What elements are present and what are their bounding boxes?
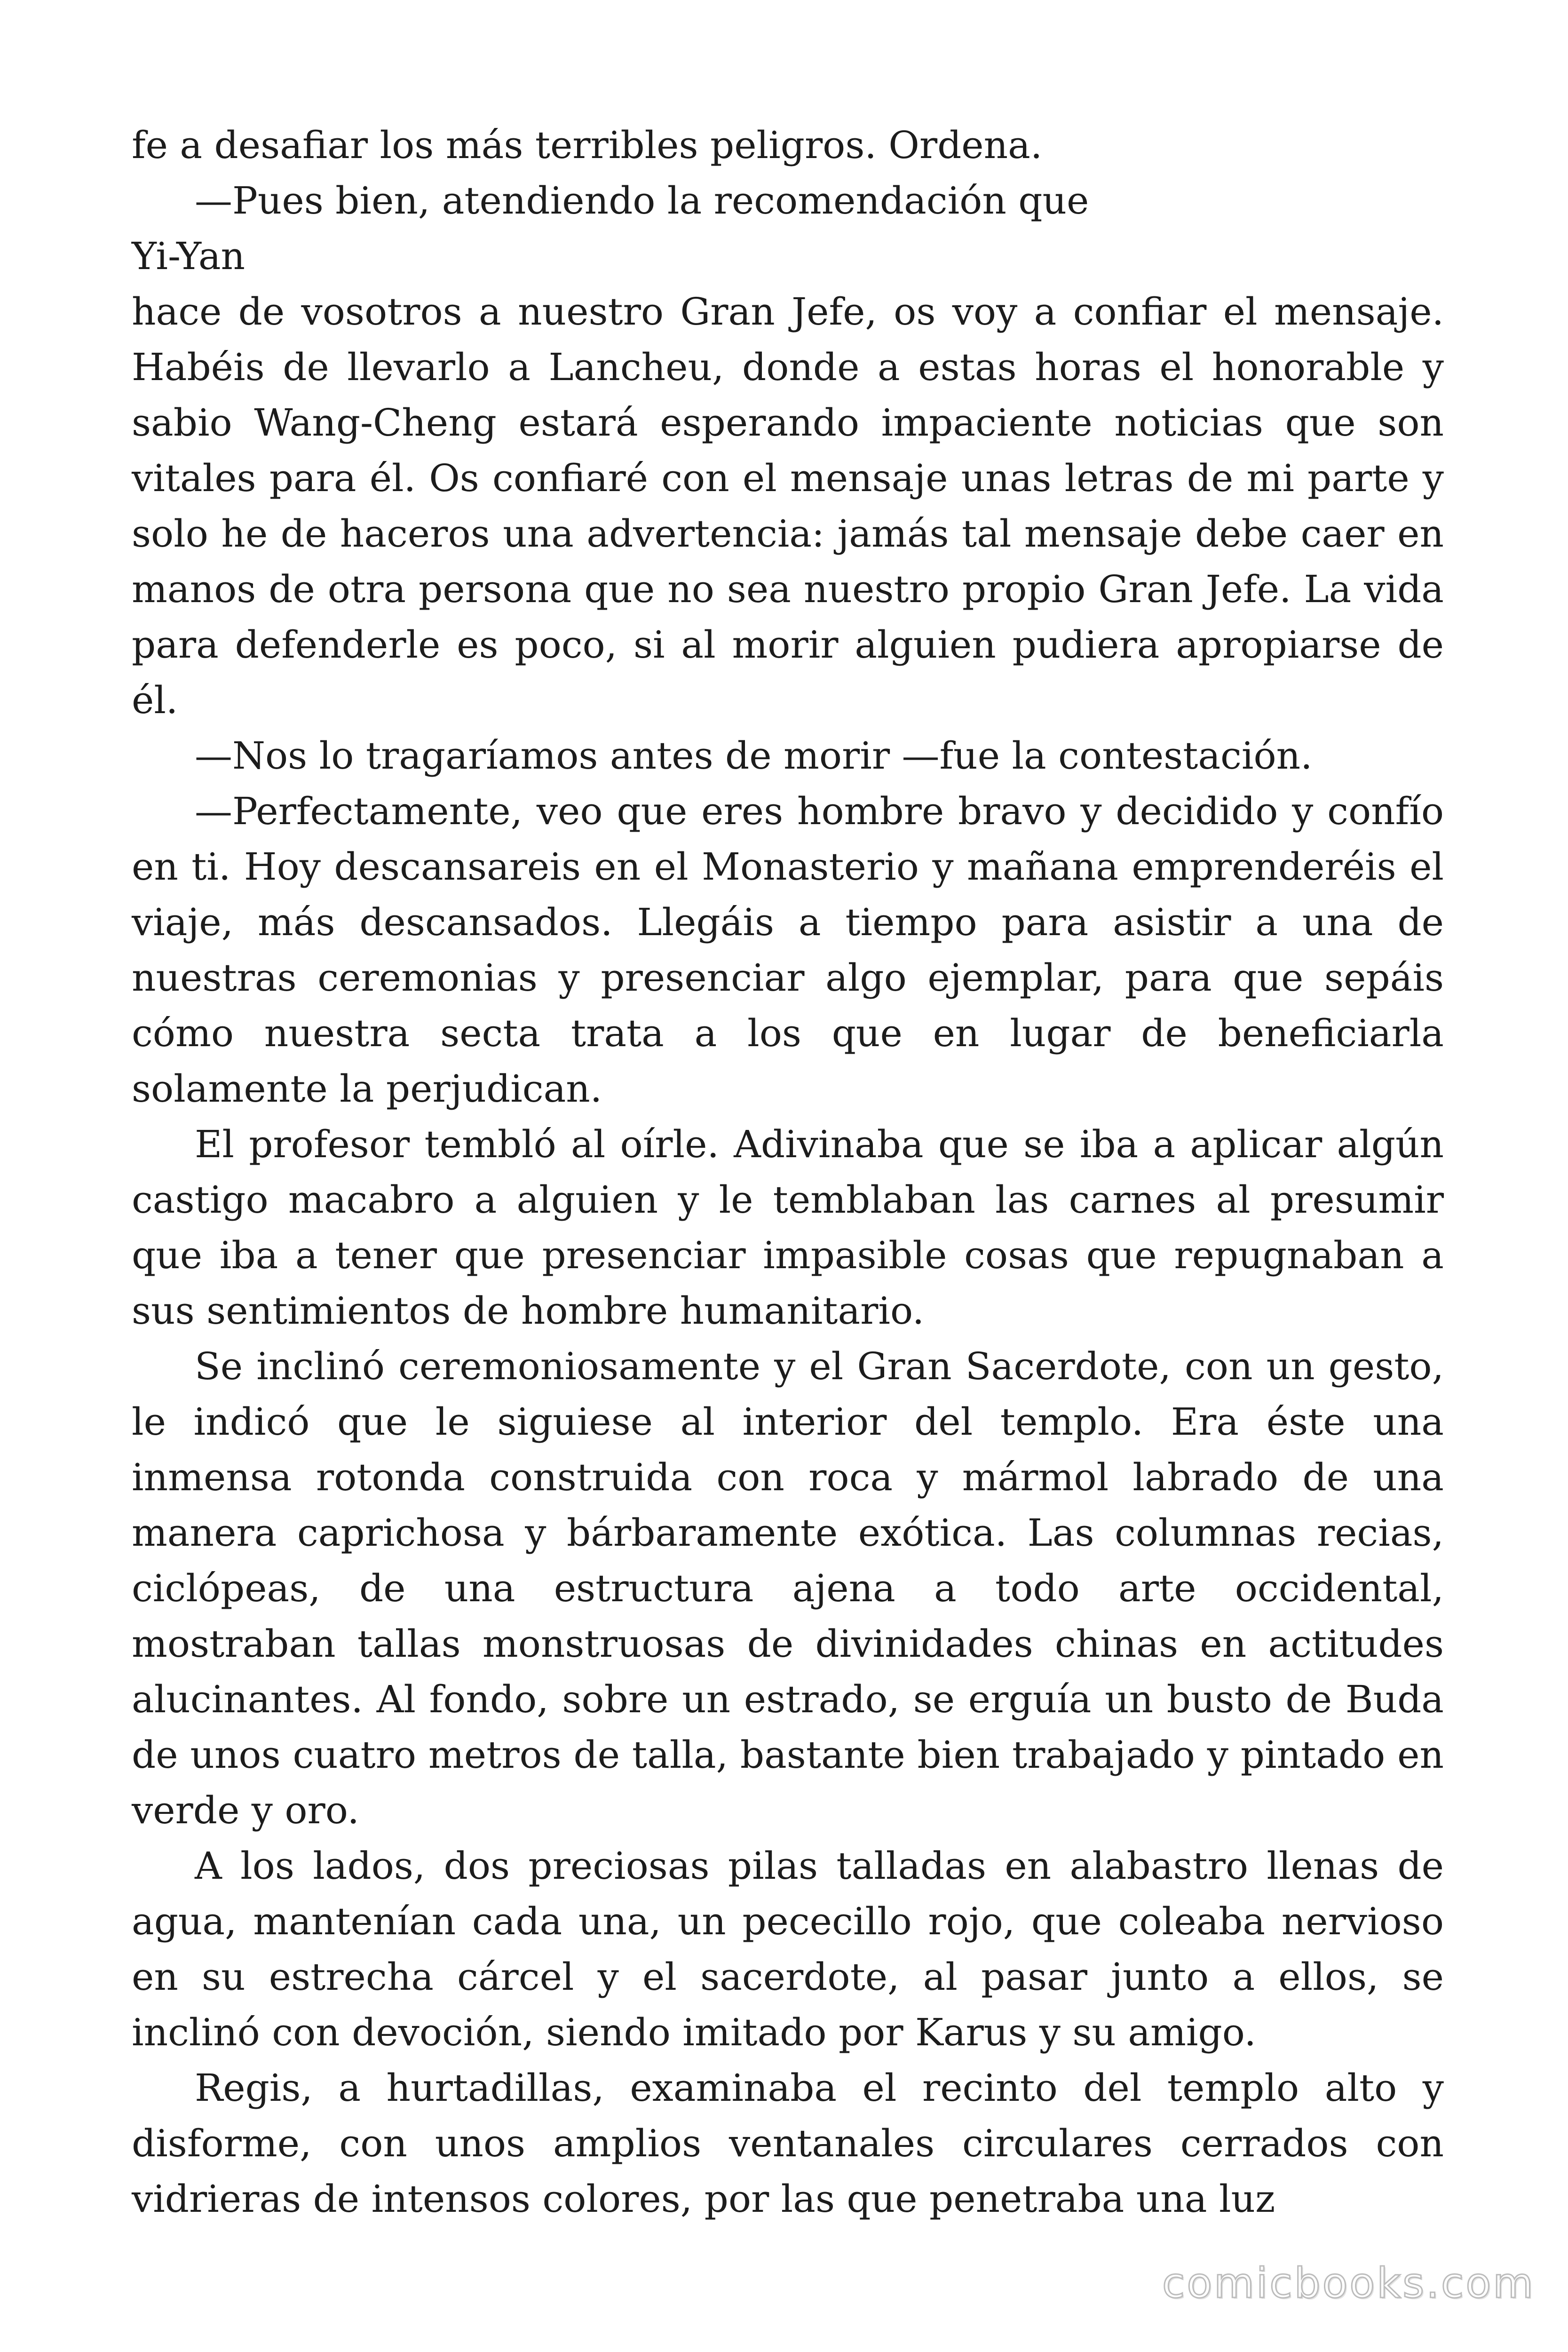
paragraph: hace de vosotros a nuestro Gran Jefe, os voy a confiar el mensaje. Habéis de llevarlo a Lancheu, donde a estas horas el honorable y sabio Wang-Cheng estará esperando impaciente noticias que son vitales para él. Os confiaré con el mensaje unas letras de mi parte y solo he de haceros una advertencia: jamás tal mensaje debe caer en manos de otra persona que no sea nuestro propio Gran Jefe. La vida para defenderle es poco, si al morir alguien pudiera apropiarse de él. [132, 290, 1444, 722]
paragraph: —Pues bien, atendiendo la recomendación que [195, 179, 1089, 222]
paragraph: —Perfectamente, veo que eres hombre bravo y decidido y confío en ti. Hoy descansareis en el Monasterio y mañana emprenderéis el viaje, más descansados. Llegáis a tiempo para asistir a una de nuestras ceremonias y presenciar algo ejemplar, para que sepáis cómo nuestra secta trata a los que en lugar de beneficiarla solamente la perjudican. [132, 789, 1444, 1111]
paragraph: A los lados, dos preciosas pilas talladas en alabastro llenas de agua, mantenían cada una, un pececillo rojo, que coleaba nervioso en su estrecha cárcel y el sacerdote, al pasar junto a ellos, se inclinó con devoción, siendo imitado por Karus y su amigo. [132, 1844, 1444, 2054]
paragraph: El profesor tembló al oírle. Adivinaba que se iba a aplicar algún castigo macabro a alguien y le temblaban las carnes al presumir que iba a tener que presenciar impasible cosas que repugnaban a sus sentimientos de hombre humanitario. [132, 1122, 1444, 1333]
paragraph: Regis, a hurtadillas, examinaba el recinto del templo alto y disforme, con unos amplios ventanales circulares cerrados con vidrieras de intensos colores, por las que penetraba una luz [132, 2066, 1444, 2221]
paragraph: Se inclinó ceremoniosamente y el Gran Sacerdote, con un gesto, le indicó que le siguiese al interior del templo. Era éste una inmensa rotonda construida con roca y mármol labrado de una manera caprichosa y bárbaramente exótica. Las columnas recias, ciclópeas, de una estructura ajena a todo arte occidental, mostraban tallas monstruosas de divinidades chinas en actitudes alucinantes. Al fondo, sobre un estrado, se erguía un busto de Buda de unos cuatro metros de talla, bastante bien trabajado y pintado en verde y oro. [132, 1344, 1444, 1832]
watermark: comicbooks.com [1162, 2259, 1535, 2307]
page-text [132, 118, 1444, 2227]
paragraph: fe a desafiar los más terribles peligros. Ordena. [132, 123, 1043, 167]
paragraph: Yi-Yan [132, 234, 245, 278]
paragraph: —Nos lo tragaríamos antes de morir —fue la contestación. [195, 734, 1313, 778]
